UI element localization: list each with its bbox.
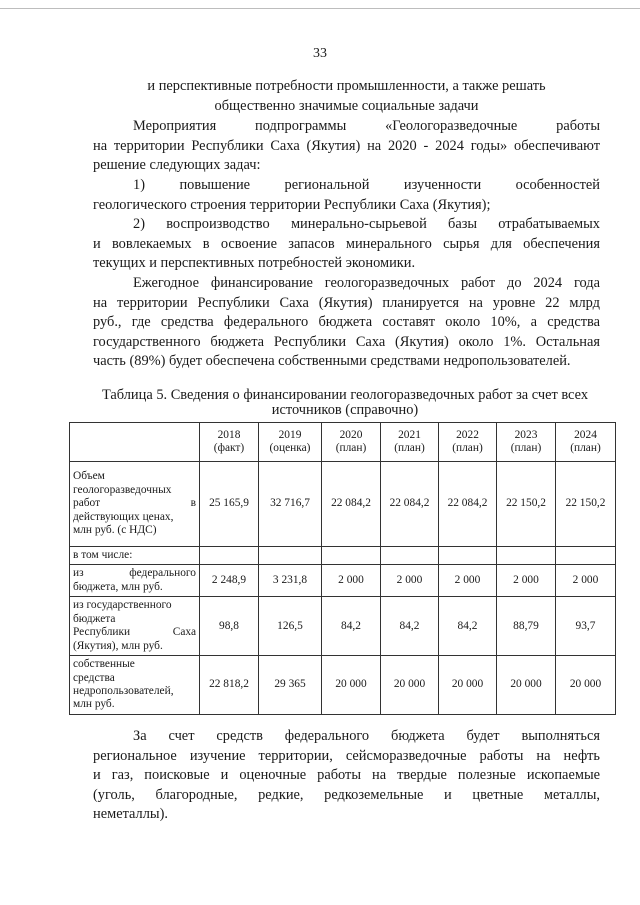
table-cell: 22 084,2 [439,462,497,547]
table-cell: 32 716,7 [259,462,322,547]
table-cell: 20 000 [322,656,381,715]
table-cell: 22 150,2 [556,462,616,547]
header-2020: 2020 (план) [322,423,381,462]
text-line: решение следующих задач: [93,157,261,174]
table-cell: 2 000 [556,565,616,597]
conclusion-paragraph [93,727,600,825]
text-line: руб., где средства федерального бюджета составят около 10%, а средства [93,314,600,331]
table-cell: 84,2 [439,597,497,656]
table-row-own-funds [70,656,616,715]
text-line: и вовлекаемых в освоение запасов минерального сырья для обеспечения [93,235,600,252]
header-2018: 2018 (факт) [200,423,259,462]
funding-paragraph [93,274,600,372]
row-label-regional: из государственного бюджета Республики Саха (Якутия), млн руб. [70,597,200,656]
table-cell: 2 000 [322,565,381,597]
text-line: Ежегодное финансирование геологоразведочных работ до 2024 года [133,275,600,291]
text-line: Мероприятия подпрограммы «Геологоразведочные работы [133,118,600,134]
intro-paragraph [93,77,600,116]
header-2023: 2023 (план) [497,423,556,462]
table-cell: 22 150,2 [497,462,556,547]
table-cell: 22 818,2 [200,656,259,715]
row-label-own-funds: собственные средства недропользователей, млн руб. [70,656,200,715]
table-cell: 3 231,8 [259,565,322,597]
table-header-row [70,423,616,462]
table-cell: 84,2 [322,597,381,656]
header-2022: 2022 (план) [439,423,497,462]
row-label-federal: из федерального бюджета, млн руб. [70,565,200,597]
table-cell: 2 000 [439,565,497,597]
table-cell: 93,7 [556,597,616,656]
table-cell: 2 000 [381,565,439,597]
text-line: 1) повышение региональной изученности особенностей [133,177,600,193]
row-label-total: Объем геологоразведочных работ в действующих ценах, млн руб. (с НДС) [70,462,200,547]
text-line: (уголь, благородные, редкие, редкоземельные и цветные металлы, [93,786,600,803]
text-line: на территории Республики Саха (Якутия) планируется на уровне 22 млрд [93,294,600,311]
table-cell: 20 000 [381,656,439,715]
text-line: текущих и перспективных потребностей экономики. [93,255,416,272]
table-cell: 2 248,9 [200,565,259,597]
measures-paragraph [93,117,600,176]
text-line: региональное изучение территории, сейсморазведочные работы на нефть [93,747,600,764]
text-line: За счет средств федерального бюджета будет выполняться [133,728,600,744]
table-cell: 25 165,9 [200,462,259,547]
task-1-paragraph [93,176,600,215]
text-line: геологического строения территории Республики Саха (Якутия); [93,196,491,213]
table-cell: 126,5 [259,597,322,656]
table-row-federal [70,565,616,597]
table-row-total [70,462,616,547]
text-line: и перспективные потребности промышленности, а также решать [147,78,546,94]
table-cell: 88,79 [497,597,556,656]
text-line: государственного бюджета Республики Саха (Якутия) около 1%. Остальная [93,333,600,350]
text-line: общественно значимые социальные задачи [214,97,479,114]
text-line: 2) воспроизводство минерально-сырьевой базы отрабатываемых [133,216,600,232]
table-row-including [70,547,616,565]
table-cell: 98,8 [200,597,259,656]
table-row-regional [70,597,616,656]
table-cell: 20 000 [497,656,556,715]
text-line: часть (89%) будет обеспечена собственными средствами недропользователей. [93,353,571,370]
page-number: 33 [313,46,327,61]
header-2021: 2021 (план) [381,423,439,462]
table-cell: 2 000 [497,565,556,597]
header-2024: 2024 (план) [556,423,616,462]
text-line: на территории Республики Саха (Якутия) на 2020 - 2024 годы» обеспечивают [93,137,600,154]
page-top-edge [0,8,640,9]
table-cell: 22 084,2 [322,462,381,547]
table-cell: 20 000 [556,656,616,715]
table-cell: 29 365 [259,656,322,715]
table-caption: Таблица 5. Сведения о финансировании геологоразведочных работ за счет всех источников (справочно) [101,387,589,418]
text-line: и газ, поисковые и оценочные работы на твердые полезные ископаемые [93,767,600,784]
task-2-paragraph [93,215,600,274]
row-label-including: в том числе: [70,547,200,565]
header-corner-cell [70,423,200,462]
text-line: неметаллы). [93,806,168,823]
table-cell: 22 084,2 [381,462,439,547]
financing-table [69,422,616,715]
table-cell: 20 000 [439,656,497,715]
table-cell: 84,2 [381,597,439,656]
header-2019: 2019 (оценка) [259,423,322,462]
